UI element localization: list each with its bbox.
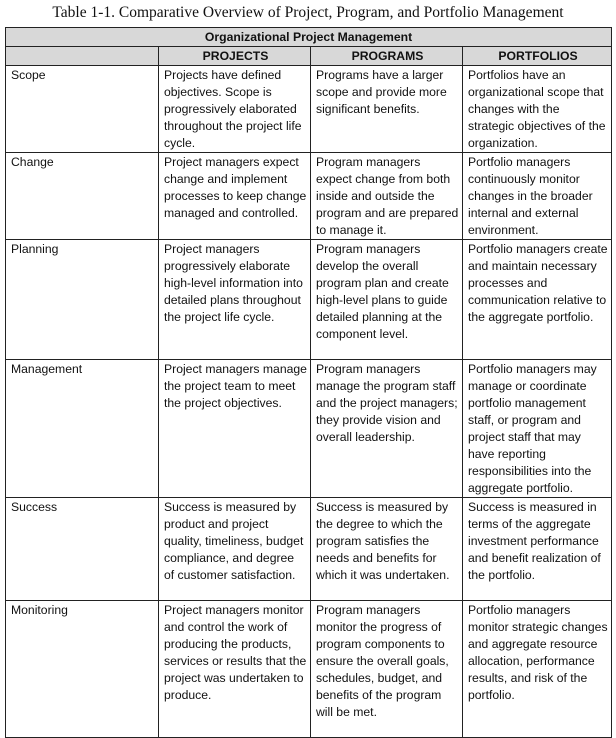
table-cell: Program managers develop the overall program plan and create high-level plans to guide detailed planning at the component level. — [311, 240, 463, 360]
super-header-row — [6, 28, 612, 47]
table-cell: Success is measured by product and project quality, timeliness, budget compliance, and degree of customer satisfaction. — [159, 498, 311, 601]
table-cell: Projects have defined objectives. Scope is progressively elaborated throughout the project life cycle. — [159, 66, 311, 153]
table-cell: Portfolio managers may manage or coordinate portfolio management staff, or program and project staff that may have reporting responsibilities into the aggregate portfolio. — [463, 360, 612, 498]
table-cell: Program managers expect change from both inside and outside the program and are prepared to manage it. — [311, 153, 463, 240]
table-row — [6, 66, 612, 153]
table-cell: Program managers monitor the progress of program components to ensure the overall goals, schedules, budget, and benefits of the program will be met. — [311, 601, 463, 738]
comparison-table — [5, 27, 612, 738]
table-row — [6, 498, 612, 601]
table-row — [6, 153, 612, 240]
table-cell: Portfolio managers continuously monitor changes in the broader internal and external environment. — [463, 153, 612, 240]
table-cell: Success is measured by the degree to which the program satisfies the needs and benefits for which it was undertaken. — [311, 498, 463, 601]
row-label-monitoring: Monitoring — [6, 601, 159, 738]
table-cell: Program managers manage the program staff and the project managers; they provide vision and overall leadership. — [311, 360, 463, 498]
column-header-row — [6, 47, 612, 66]
table-cell: Portfolio managers monitor strategic changes and aggregate resource allocation, performance results, and risk of the portfolio. — [463, 601, 612, 738]
table-row — [6, 360, 612, 498]
table-cell: Portfolio managers create and maintain necessary processes and communication relative to the aggregate portfolio. — [463, 240, 612, 360]
column-header-programs: PROGRAMS — [311, 47, 463, 66]
corner-cell — [6, 47, 159, 66]
row-label-planning: Planning — [6, 240, 159, 360]
column-header-portfolios: PORTFOLIOS — [463, 47, 612, 66]
table-cell: Programs have a larger scope and provide more significant benefits. — [311, 66, 463, 153]
super-header: Organizational Project Management — [6, 28, 612, 47]
table-cell: Portfolios have an organizational scope that changes with the strategic objectives of the organization. — [463, 66, 612, 153]
row-label-management: Management — [6, 360, 159, 498]
table-row — [6, 240, 612, 360]
table-caption: Table 1-1. Comparative Overview of Project, Program, and Portfolio Management — [52, 4, 564, 21]
table-cell: Project managers progressively elaborate high-level information into detailed plans throughout the project life cycle. — [159, 240, 311, 360]
table-cell: Project managers monitor and control the work of producing the products, services or results that the project was undertaken to produce. — [159, 601, 311, 738]
table-cell: Success is measured in terms of the aggregate investment performance and benefit realization of the portfolio. — [463, 498, 612, 601]
column-header-projects: PROJECTS — [159, 47, 311, 66]
table-cell: Project managers expect change and implement processes to keep change managed and controlled. — [159, 153, 311, 240]
row-label-change: Change — [6, 153, 159, 240]
row-label-success: Success — [6, 498, 159, 601]
table-cell: Project managers manage the project team to meet the project objectives. — [159, 360, 311, 498]
table-row — [6, 601, 612, 738]
row-label-scope: Scope — [6, 66, 159, 153]
